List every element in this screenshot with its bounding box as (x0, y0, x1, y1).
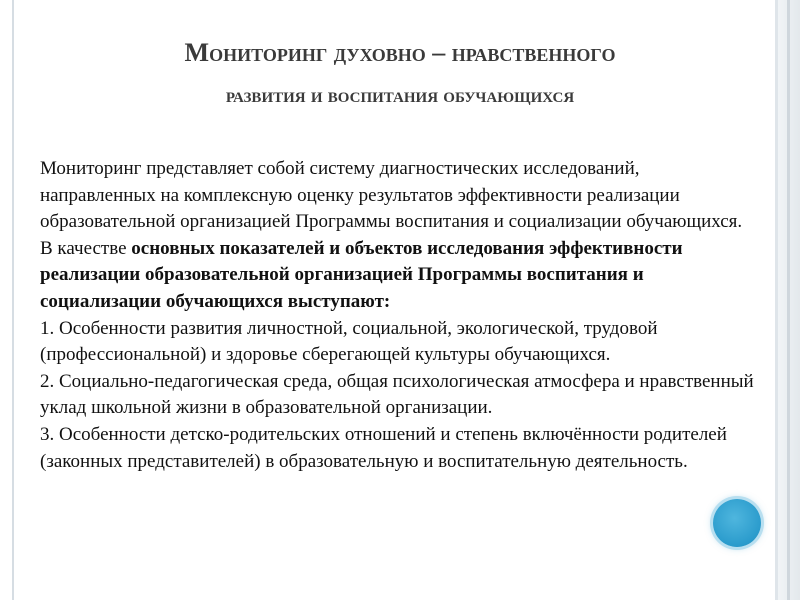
slide-title-line-1: Мониторинг духовно – нравственного (184, 38, 616, 67)
slide-title-line-2: развития и воспитания обучающихся (225, 83, 575, 107)
slide-content (40, 156, 755, 475)
lead-bold-text: основных показателей и объектов исследования эффективности реализации образовательной организацией Программы воспитания и социализации обучающихся выступают: (40, 237, 683, 312)
lead-prefix: В качестве (40, 237, 132, 259)
list-item-3: 3. Особенности детско-родительских отношений и степень включённости родителей (законных представителей) в образовательную и воспитательную деятельность. (40, 423, 727, 472)
list-item-2: 2. Социально-педагогическая среда, общая психологическая атмосфера и нравственный уклад школьной жизни в образовательной организации. (40, 370, 754, 419)
left-frame-line (12, 0, 14, 600)
blue-circle-decoration (713, 499, 761, 547)
right-decorative-band (778, 0, 800, 600)
slide-title (60, 32, 740, 116)
list-item-1: 1. Особенности развития личностной, социальной, экологической, трудовой (профессиональной) и здоровье сберегающей культуры обучающихся. (40, 317, 658, 366)
lead-paragraph (40, 236, 755, 316)
intro-paragraph: Мониторинг представляет собой систему диагностических исследований, направленных на комплексную оценку результатов эффективности реализации образовательной организацией Программы воспитания и социализации обучающихся. (40, 158, 743, 233)
